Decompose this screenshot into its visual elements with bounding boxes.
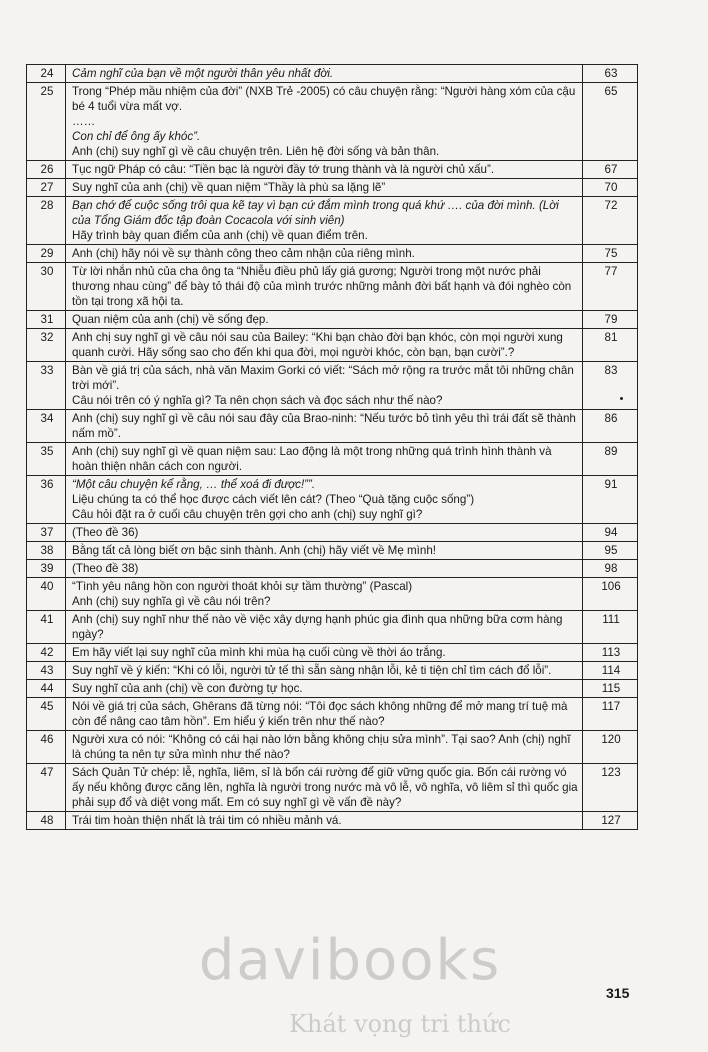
row-page: 81 xyxy=(583,329,638,362)
table-row xyxy=(27,812,638,830)
row-number: 41 xyxy=(27,611,66,644)
title-line: Sách Quản Tử chép: lễ, nghĩa, liêm, sỉ là bốn cái rường để giữ vững quốc gia. Bốn cái rường vó ấy nếu không được căng lên, nghĩa là người trong nước mà vô lễ, vô nghĩa, vô liêm sỉ thì quốc gia phải sụp đổ và diệt vong mất. Em có suy nghĩ gì về vấn đề này? xyxy=(72,766,578,809)
row-page: 63 xyxy=(583,65,638,83)
row-page: 86 xyxy=(583,410,638,443)
row-page: 98 xyxy=(583,560,638,578)
row-number: 37 xyxy=(27,524,66,542)
row-title xyxy=(66,443,583,476)
table-row xyxy=(27,443,638,476)
row-title xyxy=(66,698,583,731)
title-line: Em hãy viết lại suy nghĩ của mình khi mùa hạ cuối cùng về thời áo trắng. xyxy=(72,646,446,659)
title-line: Suy nghĩ của anh (chị) về quan niệm “Thầy là phù sa lặng lẽ” xyxy=(72,181,386,194)
title-line: Liệu chúng ta có thể học được cách viết lên cát? (Theo “Quà tặng cuộc sống”) xyxy=(72,493,475,506)
row-page: 106 xyxy=(583,578,638,611)
row-title xyxy=(66,197,583,245)
title-line: Tục ngữ Pháp có câu: “Tiền bạc là người đầy tớ trung thành và là người chủ xấu”. xyxy=(72,163,495,176)
table-row xyxy=(27,83,638,161)
row-page: 123 xyxy=(583,764,638,812)
table-row xyxy=(27,698,638,731)
row-page: 70 xyxy=(583,179,638,197)
row-title xyxy=(66,611,583,644)
title-line: Nói về giá trị của sách, Ghêrans đã từng nói: “Tôi đọc sách không những để mở mang trí tuệ mà còn để nâng cao tâm hồn”. Em hiểu ý kiến trên như thế nào? xyxy=(72,700,568,728)
title-line: Hãy trình bày quan điểm của anh (chị) về quan điểm trên. xyxy=(72,229,368,242)
table-row xyxy=(27,578,638,611)
title-line: Suy nghĩ của anh (chị) về con đường tự học. xyxy=(72,682,303,695)
table-row xyxy=(27,644,638,662)
row-title xyxy=(66,263,583,311)
table-row xyxy=(27,611,638,644)
row-number: 34 xyxy=(27,410,66,443)
title-line: Câu hỏi đặt ra ở cuối câu chuyện trên gợi cho anh (chị) suy nghĩ gì? xyxy=(72,508,423,521)
row-number: 48 xyxy=(27,812,66,830)
row-page: 83 xyxy=(583,362,638,410)
row-title xyxy=(66,245,583,263)
title-line: Anh (chị) suy nghĩ gì về câu chuyện trên. Liên hệ đời sống và bản thân. xyxy=(72,145,440,158)
row-title xyxy=(66,662,583,680)
row-title xyxy=(66,476,583,524)
title-line: Con chỉ để ông ấy khóc”. xyxy=(72,130,201,143)
title-line: Anh (chị) suy nghĩ gì về câu nói sau đây của Brao-ninh: “Nếu tước bỏ tình yêu thì trái đất sẽ thành nấm mồ”. xyxy=(72,412,576,440)
row-title xyxy=(66,65,583,83)
row-title xyxy=(66,83,583,161)
title-line: Bạn chớ để cuộc sống trôi qua kẽ tay vì bạn cứ đắm mình trong quá khứ …. của đời mình. (Lời của Tổng Giám đốc tập đoàn Cocacola với sinh viên) xyxy=(72,199,559,227)
table-row xyxy=(27,542,638,560)
row-title xyxy=(66,731,583,764)
row-number: 46 xyxy=(27,731,66,764)
table-row xyxy=(27,197,638,245)
row-number: 35 xyxy=(27,443,66,476)
title-line: “Tình yêu nâng hồn con người thoát khỏi sự tầm thường” (Pascal) xyxy=(72,580,413,593)
row-number: 43 xyxy=(27,662,66,680)
row-title xyxy=(66,410,583,443)
title-line: Cảm nghĩ của bạn về một người thân yêu nhất đời. xyxy=(72,67,334,80)
row-number: 36 xyxy=(27,476,66,524)
row-page: 95 xyxy=(583,542,638,560)
row-number: 25 xyxy=(27,83,66,161)
row-page: 127 xyxy=(583,812,638,830)
row-page: 67 xyxy=(583,161,638,179)
table-row xyxy=(27,263,638,311)
row-number: 45 xyxy=(27,698,66,731)
row-title xyxy=(66,179,583,197)
row-number: 40 xyxy=(27,578,66,611)
row-number: 27 xyxy=(27,179,66,197)
row-title xyxy=(66,560,583,578)
row-page: 113 xyxy=(583,644,638,662)
watermark-tagline: Khát vọng tri thức xyxy=(289,1010,511,1038)
row-title xyxy=(66,644,583,662)
row-number: 39 xyxy=(27,560,66,578)
row-page: 77 xyxy=(583,263,638,311)
row-page: 115 xyxy=(583,680,638,698)
row-number: 28 xyxy=(27,197,66,245)
row-number: 24 xyxy=(27,65,66,83)
row-title xyxy=(66,362,583,410)
title-line: Bằng tất cả lòng biết ơn bậc sinh thành. Anh (chị) hãy viết về Mẹ mình! xyxy=(72,544,436,557)
row-page: 111 xyxy=(583,611,638,644)
contents-table xyxy=(26,64,638,830)
row-page: 72 xyxy=(583,197,638,245)
row-page: 120 xyxy=(583,731,638,764)
table-row xyxy=(27,311,638,329)
table-row xyxy=(27,329,638,362)
row-number: 26 xyxy=(27,161,66,179)
table-row xyxy=(27,560,638,578)
row-number: 29 xyxy=(27,245,66,263)
table-row xyxy=(27,731,638,764)
watermark-logo: davibooks xyxy=(198,928,502,993)
table-row xyxy=(27,65,638,83)
row-title xyxy=(66,578,583,611)
table-row xyxy=(27,680,638,698)
page-number: 315 xyxy=(606,985,630,1001)
row-number: 31 xyxy=(27,311,66,329)
row-title xyxy=(66,524,583,542)
row-page: 117 xyxy=(583,698,638,731)
table-row xyxy=(27,179,638,197)
title-line: Người xưa có nói: “Không có cái hại nào lớn bằng không chịu sửa mình”. Tại sao? Anh (chị) nghĩ là chúng ta nên tự sửa mình như thế nào? xyxy=(72,733,571,761)
table-row xyxy=(27,245,638,263)
row-title xyxy=(66,311,583,329)
title-line: …… xyxy=(72,115,96,128)
row-title xyxy=(66,764,583,812)
row-number: 33 xyxy=(27,362,66,410)
row-page: 91 xyxy=(583,476,638,524)
title-line: Suy nghĩ về ý kiến: “Khi có lỗi, người tử tế thì sẵn sàng nhận lỗi, kẻ ti tiện chỉ tìm cách đổ lỗi”. xyxy=(72,664,552,677)
table-row xyxy=(27,362,638,410)
title-line: Trong “Phép mầu nhiệm của đời” (NXB Trẻ -2005) có câu chuyện rằng: “Người hàng xóm của cậu bé 4 tuổi vừa mất vợ. xyxy=(72,85,576,113)
row-page: 89 xyxy=(583,443,638,476)
title-line: Bàn về giá trị của sách, nhà văn Maxim Gorki có viết: “Sách mở rộng ra trước mắt tôi những chân trời mới”. xyxy=(72,364,574,392)
row-title xyxy=(66,812,583,830)
row-page: 79 xyxy=(583,311,638,329)
title-line: Anh (chị) suy nghĩ như thế nào về việc xây dựng hạnh phúc gia đình qua những bữa cơm hàng ngày? xyxy=(72,613,563,641)
row-page: 114 xyxy=(583,662,638,680)
title-line: Anh (chị) hãy nói về sự thành công theo cảm nhận của riêng mình. xyxy=(72,247,415,260)
table-row xyxy=(27,662,638,680)
table-row xyxy=(27,161,638,179)
title-line: Trái tim hoàn thiện nhất là trái tim có nhiều mảnh vá. xyxy=(72,814,342,827)
table-row xyxy=(27,524,638,542)
row-number: 32 xyxy=(27,329,66,362)
row-title xyxy=(66,329,583,362)
row-number: 42 xyxy=(27,644,66,662)
title-line: Quan niệm của anh (chị) về sống đẹp. xyxy=(72,313,269,326)
row-number: 38 xyxy=(27,542,66,560)
row-page: 65 xyxy=(583,83,638,161)
row-title xyxy=(66,680,583,698)
row-title xyxy=(66,161,583,179)
title-line: Anh chị suy nghĩ gì về câu nói sau của Bailey: “Khi bạn chào đời bạn khóc, còn mọi người xung quanh cười. Hãy sống sao cho đến khi qua đời, mọi người khóc, còn bạn, bạn cười”.? xyxy=(72,331,563,359)
title-line: Anh (chị) suy nghĩ gì về quan niệm sau: Lao động là một trong những quá trình hình thành và hoàn thiện nhân cách con người. xyxy=(72,445,552,473)
row-number: 47 xyxy=(27,764,66,812)
title-line: (Theo đề 36) xyxy=(72,526,139,539)
title-line: (Theo đề 38) xyxy=(72,562,139,575)
row-number: 30 xyxy=(27,263,66,311)
title-line: Câu nói trên có ý nghĩa gì? Ta nên chọn sách và đọc sách như thế nào? xyxy=(72,394,443,407)
table-row xyxy=(27,476,638,524)
row-page: 75 xyxy=(583,245,638,263)
title-line: Anh (chị) suy nghĩa gì về câu nói trên? xyxy=(72,595,271,608)
row-title xyxy=(66,542,583,560)
row-number: 44 xyxy=(27,680,66,698)
ink-speck xyxy=(620,397,623,400)
table-row xyxy=(27,764,638,812)
title-line: “Một câu chuyện kể rằng, … thể xoá đi được!””. xyxy=(72,478,316,491)
row-page: 94 xyxy=(583,524,638,542)
contents-table-body xyxy=(27,65,638,830)
title-line: Từ lời nhắn nhủ của cha ông ta “Nhiễu điều phủ lấy giá gương; Người trong một nước phải thương nhau cùng” để bày tỏ thái độ của mình trước những mảnh đời bất hạnh và đói nghèo còn tồn tại trong xã hội ta. xyxy=(72,265,572,308)
table-row xyxy=(27,410,638,443)
